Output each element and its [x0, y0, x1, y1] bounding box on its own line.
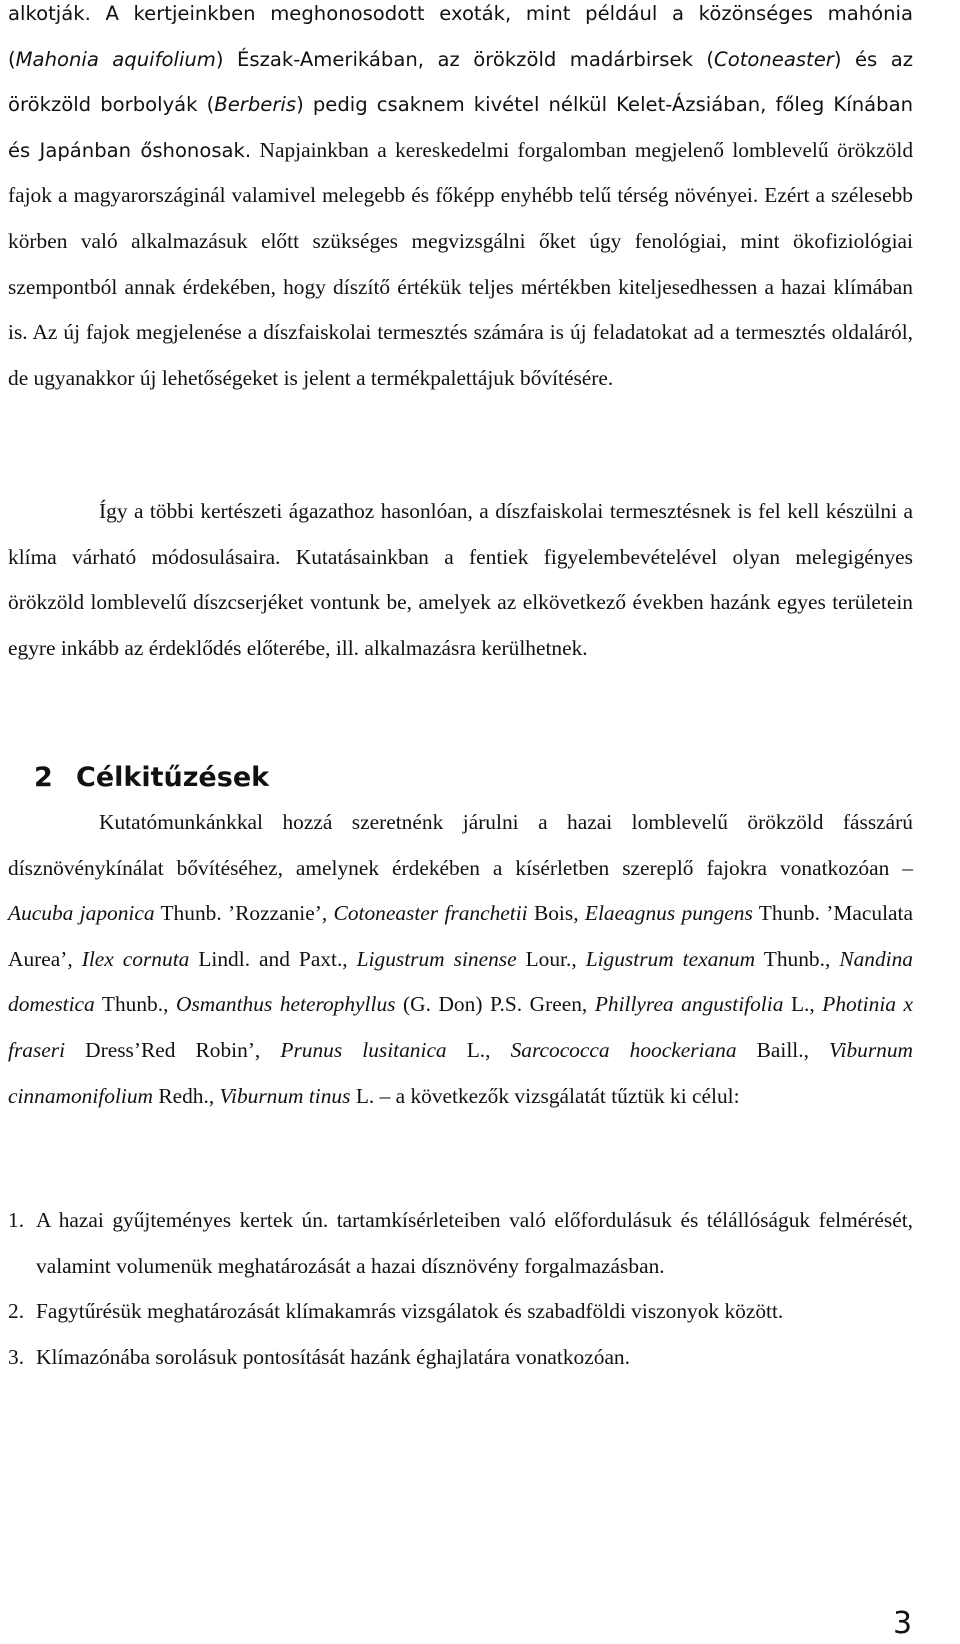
section-heading	[34, 758, 269, 798]
species-name: Cotoneaster franchetii	[333, 901, 528, 926]
climate-paragraph: Így a többi kertészeti ágazathoz hasonlóan, a díszfaiskolai termesztésnek is fel kell készülni a klíma várható módosulásaira. Kutatásainkban a fentiek figyelembevételével olyan melegigényes örökzöld lomblevelű díszcserjéket vontunk be, amelyek az elkövetkező években hazánk egyes területein egyre inkább az érdeklődés előterébe, ill. alkalmazásra kerülhetnek.	[8, 499, 913, 660]
list-item-number: 3.	[8, 1344, 25, 1369]
species-name: Photinia x fraseri	[8, 992, 914, 1062]
goals-list	[8, 1198, 913, 1380]
section-title: Célkitűzések	[76, 762, 270, 793]
species-name: Ligustrum texanum	[585, 946, 756, 971]
list-item	[8, 1198, 913, 1289]
species-name: Osmanthus heterophyllus	[176, 992, 396, 1017]
list-item-number: 1.	[8, 1208, 25, 1232]
list-item-text: Fagytűrésük meghatározását klímakamrás vizsgálatok és szabadföldi viszonyok között.	[36, 1299, 784, 1324]
species-name: Prunus lusitanica	[280, 1037, 447, 1062]
species-name: Sarcococca hoockeriana	[510, 1037, 737, 1062]
species-name: Phillyrea angustifolia	[594, 992, 784, 1017]
species-name: Berberis	[214, 93, 297, 117]
intro-sans-run: alkotják. A kertjeinkben meghonosodott exoták, mint például a közönséges mahónia (Mahonia aquifolium) Észak-Amerikában, az örökzöld madárbirsek (Cotoneaster) és az örökzöld borbolyák (Berberis) pedig csaknem kivétel nélkül Kelet-Ázsiában, főleg Kínában és Japánban őshonosak.	[8, 2, 913, 162]
species-name: Elaeagnus pungens	[584, 901, 753, 926]
species-name: Cotoneaster	[714, 47, 834, 71]
species-name: Ilex cornuta	[81, 946, 190, 971]
list-item	[8, 1335, 913, 1381]
species-name: Viburnum cinnamonifolium	[8, 1037, 914, 1108]
aims-paragraph: Kutatómunkánkkal hozzá szeretnénk járulni a hazai lomblevelű örökzöld fásszárú dísznövénykínálat bővítéséhez, amelynek érdekében a kísérletben szereplő fajokra vonatkozóan – Aucuba japonica Thunb. ’Rozzanie’, Cotoneaster franchetii Bois, Elaeagnus pungens Thunb. ’Maculata Aurea’, Ilex cornuta Lindl. and Paxt., Ligustrum sinense Lour., Ligustrum texanum Thunb., Nandina domestica Thunb., Osmanthus heterophyllus (G. Don) P.S. Green, Phillyrea angustifolia L., Photinia x fraseri Dress’Red Robin’, Prunus lusitanica L., Sarcococca hoockeriana Baill., Viburnum cinnamonifolium Redh., Viburnum tinus L. – a következők vizsgálatát tűztük ki célul:	[8, 810, 914, 1108]
list-item-text: Klímazónába sorolásuk pontosítását hazánk éghajlatára vonatkozóan.	[36, 1344, 630, 1369]
list-item-text: A hazai gyűjteményes kertek ún. tartamkísérleteiben való előfordulásuk és télállóságuk felmérését, valamint volumenük meghatározását a hazai dísznövény forgalmazásban.	[36, 1208, 913, 1278]
species-name: Viburnum tinus	[219, 1083, 351, 1108]
intro-serif-run: Napjainkban a kereskedelmi forgalomban megjelenő lomblevelű örökzöld fajok a magyarországinál valamivel melegebb és főképp enyhébb telű térség növényei. Ezért a szélesebb körben való alkalmazásuk előtt szükséges megvizsgálni őket úgy fenológiai, mint ökofiziológiai szempontból annak érdekében, hogy díszítő értékük teljes mértékben kiteljesedhessen a hazai klímában is. Az új fajok megjelenése a díszfaiskolai termesztés számára is új feladatokat ad a termesztés oldaláról, de ugyanakkor új lehetőségeket is jelent a termékpalettájuk bővítésére.	[8, 137, 914, 390]
species-name: Mahonia aquifolium	[15, 47, 216, 71]
list-item	[8, 1289, 913, 1335]
species-name: Nandina domestica	[8, 946, 913, 1017]
section-number: 2	[34, 762, 53, 793]
list-item-number: 2.	[8, 1299, 25, 1324]
page-number: 3	[893, 1606, 913, 1641]
intro-paragraph	[8, 0, 913, 401]
species-name: Aucuba japonica	[8, 901, 155, 926]
species-name: Ligustrum sinense	[356, 946, 517, 971]
